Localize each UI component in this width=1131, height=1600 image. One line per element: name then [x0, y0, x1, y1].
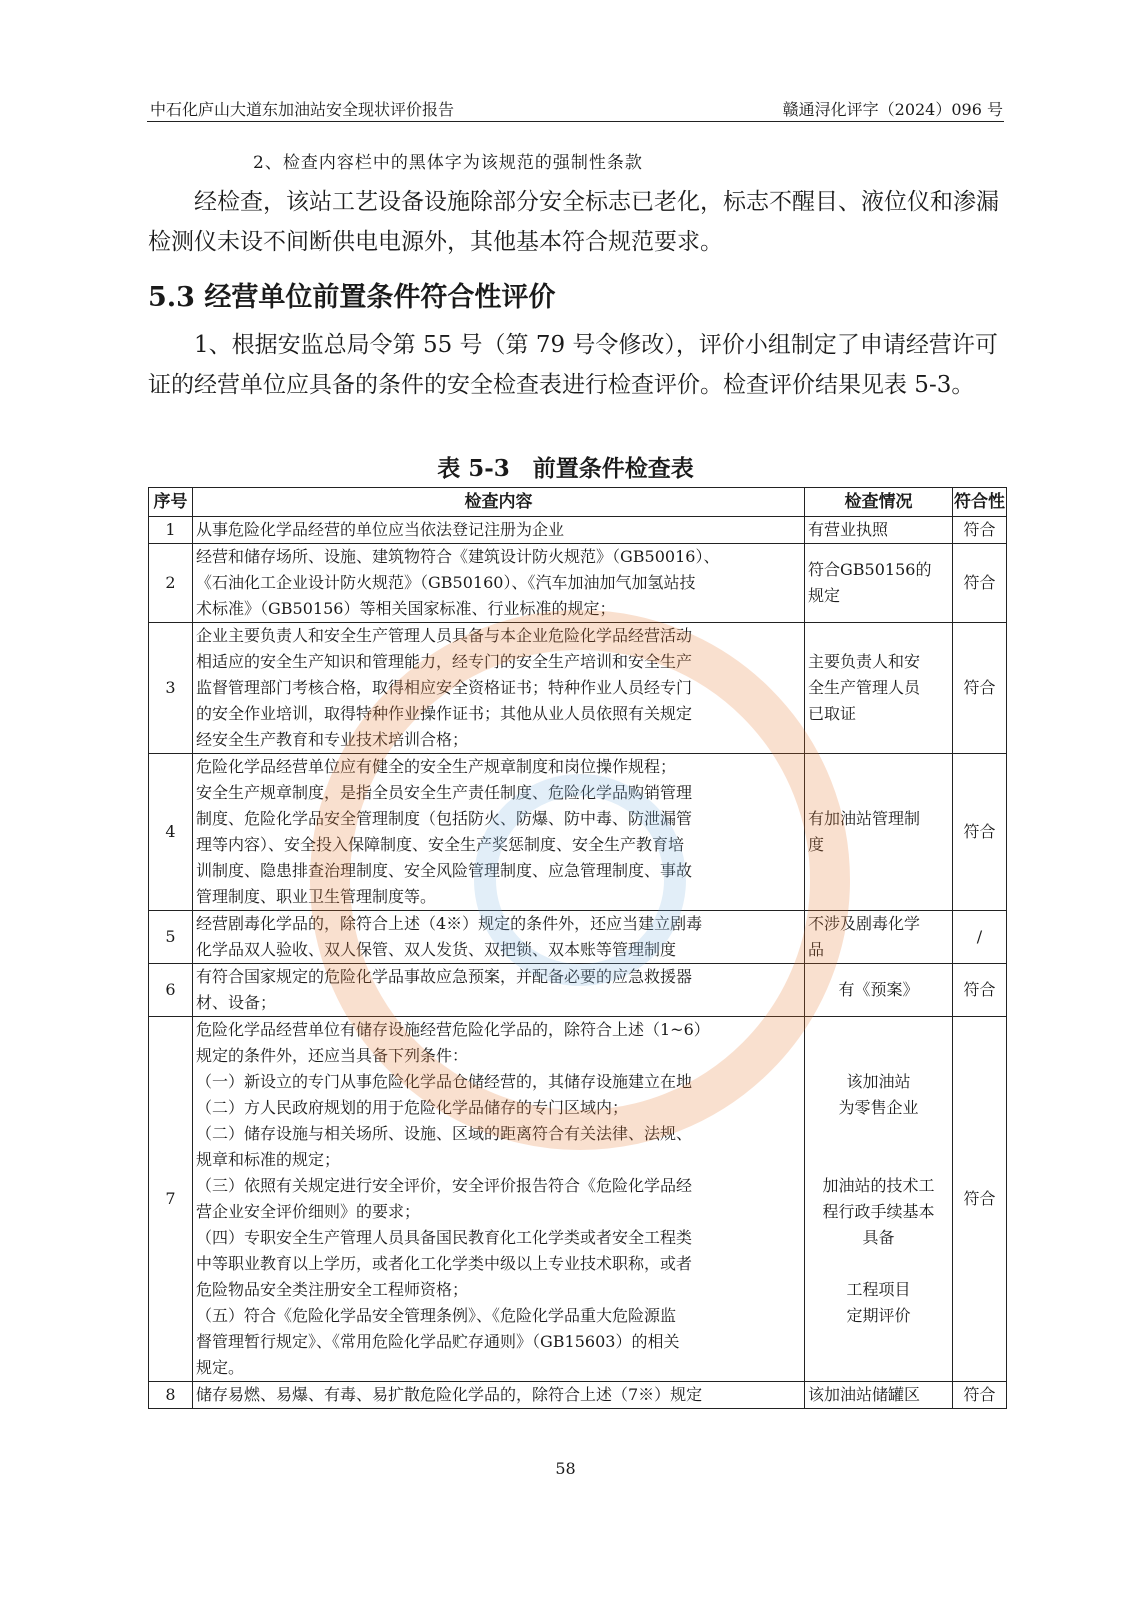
- content-line: 术标准》（GB50156）等相关国家标准、行业标准的规定；: [196, 599, 616, 618]
- content-line: 督管理暂行规定》、《常用危险化学品贮存通则》（GB15603）的相关: [196, 1332, 680, 1351]
- content-line: （一）新设立的专门从事危险化学品仓储经营的，其储存设施建立在地: [196, 1072, 693, 1091]
- content-line: 材、设备；: [196, 993, 277, 1012]
- situation-line: 不涉及剧毒化学: [808, 914, 921, 933]
- row-situation: [805, 754, 953, 911]
- row-situation: [805, 623, 953, 754]
- situation-line: 规定: [808, 586, 841, 605]
- content-line: （三）依照有关规定进行安全评价，安全评价报告符合《危险化学品经: [196, 1176, 693, 1195]
- content-line: 规定的条件外，还应当具备下列条件：: [196, 1046, 469, 1065]
- table-row: [149, 1017, 1007, 1382]
- content-line: 危险物品安全类注册安全工程师资格；: [196, 1280, 469, 1299]
- row-content: [193, 517, 805, 544]
- content-line: 有符合国家规定的危险化学品事故应急预案，并配备必要的应急救援器: [196, 967, 693, 986]
- table-row: [149, 911, 1007, 964]
- header-report-number: 赣通浔化评字（2024）096 号: [782, 100, 1003, 119]
- situation-line: 度: [808, 835, 825, 854]
- content-line: 规定。: [196, 1358, 245, 1377]
- table-body: [149, 517, 1007, 1409]
- row-compliance: 符合: [953, 1017, 1007, 1382]
- row-compliance: 符合: [953, 517, 1007, 544]
- row-situation: [805, 911, 953, 964]
- content-line: 训制度、隐患排查治理制度、安全风险管理制度、应急管理制度、事故: [196, 861, 693, 880]
- content-line: 企业主要负责人和安全生产管理人员具备与本企业危险化学品经营活动: [196, 626, 693, 645]
- situation-line: 已取证: [808, 704, 857, 723]
- content-line: 相适应的安全生产知识和管理能力，经专门的安全生产培训和安全生产: [196, 652, 693, 671]
- situation-line: 有营业执照: [808, 520, 889, 539]
- row-content: [193, 623, 805, 754]
- note-text: 2、检查内容栏中的黑体字为该规范的强制性条款: [253, 153, 643, 173]
- situation-line: 符合GB50156的: [808, 560, 932, 579]
- content-line: 经营剧毒化学品的，除符合上述（4※）规定的条件外，还应当建立剧毒: [196, 914, 703, 933]
- situation-line: 品: [808, 940, 825, 959]
- header-report-title: 中石化庐山大道东加油站安全现状评价报告: [150, 100, 455, 119]
- row-compliance: 符合: [953, 1382, 1007, 1409]
- col-header-situation: 检查情况: [805, 488, 953, 517]
- content-line: 从事危险化学品经营的单位应当依法登记注册为企业: [196, 520, 565, 539]
- content-line: 制度、危险化学品安全管理制度（包括防火、防爆、防中毒、防泄漏管: [196, 809, 693, 828]
- row-situation: [805, 1382, 953, 1409]
- row-number: 3: [149, 623, 193, 754]
- row-situation: [805, 964, 953, 1017]
- content-line: （四）专职安全生产管理人员具备国民教育化工化学类或者安全工程类: [196, 1228, 693, 1247]
- situation-line: 该加油站储罐区: [808, 1385, 921, 1404]
- row-situation: [805, 544, 953, 623]
- header-divider: [147, 121, 1004, 122]
- row-content: [193, 754, 805, 911]
- section-title: 5.3 经营单位前置条件符合性评价: [148, 282, 556, 313]
- row-number: 4: [149, 754, 193, 911]
- col-header-compliance: 符合性: [953, 488, 1007, 517]
- content-line: 的安全作业培训，取得特种作业操作证书；其他从业人员依照有关规定: [196, 704, 693, 723]
- row-number: 8: [149, 1382, 193, 1409]
- row-situation: [805, 517, 953, 544]
- row-number: 1: [149, 517, 193, 544]
- content-line: 《石油化工企业设计防火规范》（GB50160）、《汽车加油加气加氢站技: [196, 573, 696, 592]
- content-line: 营企业安全评价细则》的要求；: [196, 1202, 421, 1221]
- precondition-check-table: [148, 487, 1007, 1409]
- row-content: [193, 911, 805, 964]
- content-line: 经安全生产教育和专业技术培训合格；: [196, 730, 469, 749]
- table-row: [149, 623, 1007, 754]
- content-line: 储存易燃、易爆、有毒、易扩散危险化学品的，除符合上述（7※）规定: [196, 1385, 703, 1404]
- content-line: （五）符合《危险化学品安全管理条例》、《危险化学品重大危险源监: [196, 1306, 677, 1325]
- row-compliance: 符合: [953, 623, 1007, 754]
- row-number: 2: [149, 544, 193, 623]
- content-line: 理等内容）、安全投入保障制度、安全生产奖惩制度、安全生产教育培: [196, 835, 685, 854]
- table-caption: 表 5-3 前置条件检查表: [437, 455, 694, 482]
- content-line: 规章和标准的规定；: [196, 1150, 341, 1169]
- situation-line: 定期评价: [846, 1306, 911, 1325]
- row-content: [193, 1382, 805, 1409]
- row-content: [193, 544, 805, 623]
- situation-line: 该加油站: [846, 1072, 911, 1091]
- page-number: 58: [555, 1459, 576, 1478]
- content-line: 化学品双人验收、双人保管、双人发货、双把锁、双本账等管理制度: [196, 940, 677, 959]
- content-line: 监督管理部门考核合格，取得相应安全资格证书；特种作业人员经专门: [196, 678, 693, 697]
- situation-line: 程行政手续基本: [822, 1202, 935, 1221]
- table-header-row: [149, 488, 1007, 517]
- paragraph-evaluation-basis: 1、根据安监总局令第 55 号（第 79 号令修改），评价小组制定了申请经营许可证的经营单位应具备的条件的安全检查表进行检查评价。检查评价结果见表 5-3。: [148, 332, 998, 398]
- row-compliance: /: [953, 911, 1007, 964]
- row-number: 5: [149, 911, 193, 964]
- table-row: [149, 544, 1007, 623]
- col-header-content: 检查内容: [193, 488, 805, 517]
- paragraph-inspection-result: 经检查，该站工艺设备设施除部分安全标志已老化，标志不醒目、液位仪和渗漏检测仪未设不间断供电电源外，其他基本符合规范要求。: [148, 189, 999, 255]
- row-number: 6: [149, 964, 193, 1017]
- content-line: 经营和储存场所、设施、建筑物符合《建筑设计防火规范》（GB50016）、: [196, 547, 720, 566]
- row-situation: [805, 1017, 953, 1382]
- situation-line: 全生产管理人员: [808, 678, 921, 697]
- situation-line: 有《预案》: [838, 980, 919, 999]
- situation-line: 为零售企业: [838, 1098, 919, 1117]
- situation-line: 加油站的技术工: [822, 1176, 935, 1195]
- situation-line: 具备: [862, 1228, 895, 1247]
- content-line: 管理制度、职业卫生管理制度等。: [196, 887, 437, 906]
- table-row: [149, 754, 1007, 911]
- content-line: （二）储存设施与相关场所、设施、区域的距离符合有关法律、法规、: [196, 1124, 693, 1143]
- content-line: 危险化学品经营单位有储存设施经营危险化学品的，除符合上述（1~6）: [196, 1020, 710, 1039]
- row-content: [193, 964, 805, 1017]
- row-content: [193, 1017, 805, 1382]
- col-header-no: 序号: [149, 488, 193, 517]
- content-line: 安全生产规章制度，是指全员安全生产责任制度、危险化学品购销管理: [196, 783, 693, 802]
- table-row: [149, 517, 1007, 544]
- situation-line: 主要负责人和安: [808, 652, 921, 671]
- row-compliance: 符合: [953, 544, 1007, 623]
- row-number: 7: [149, 1017, 193, 1382]
- content-line: 中等职业教育以上学历，或者化工化学类中级以上专业技术职称，或者: [196, 1254, 693, 1273]
- row-compliance: 符合: [953, 964, 1007, 1017]
- situation-line: 有加油站管理制: [808, 809, 921, 828]
- situation-line: 工程项目: [846, 1280, 911, 1299]
- content-line: 危险化学品经营单位应有健全的安全生产规章制度和岗位操作规程；: [196, 757, 677, 776]
- table-row: [149, 1382, 1007, 1409]
- table-row: [149, 964, 1007, 1017]
- row-compliance: 符合: [953, 754, 1007, 911]
- content-line: （二）方人民政府规划的用于危险化学品储存的专门区域内；: [196, 1098, 629, 1117]
